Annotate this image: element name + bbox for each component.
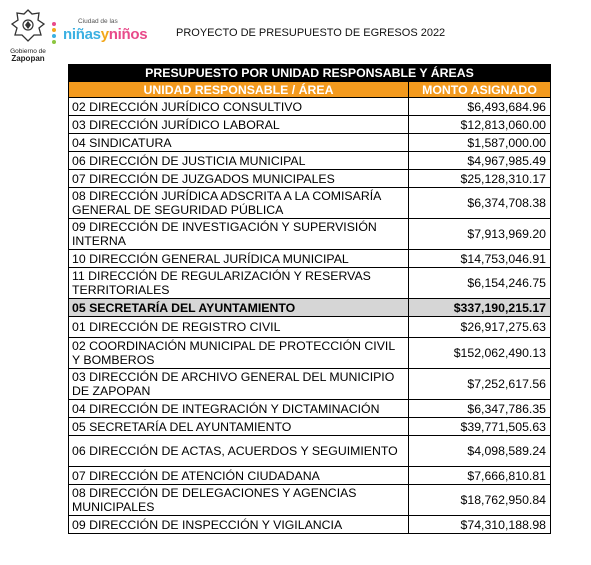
amount: $6,154,246.75: [409, 268, 551, 299]
amount: $6,347,786.35: [409, 400, 551, 418]
unit-name: 06 DIRECCIÓN DE JUSTICIA MUNICIPAL: [69, 152, 409, 170]
unit-name: 09 DIRECCIÓN DE INSPECCIÓN Y VIGILANCIA: [69, 516, 409, 534]
table-row: [69, 134, 551, 152]
unit-name: 05 SECRETARÍA DEL AYUNTAMIENTO: [69, 299, 409, 317]
unit-name: 08 DIRECCIÓN JURÍDICA ADSCRITA A LA COMISARÍA GENERAL DE SEGURIDAD PÚBLICA: [69, 188, 409, 219]
table-row: [69, 436, 551, 467]
brand-subtitle: Ciudad de las: [78, 18, 118, 25]
table-row: [69, 98, 551, 116]
table-row: [69, 188, 551, 219]
unit-name: 08 DIRECCIÓN DE DELEGACIONES Y AGENCIAS MUNICIPALES: [69, 485, 409, 516]
brand-dots-icon: [52, 22, 56, 46]
table-row: [69, 400, 551, 418]
table-row: [69, 250, 551, 268]
table-row: [69, 369, 551, 400]
amount: $74,310,188.98: [409, 516, 551, 534]
table-row: [69, 116, 551, 134]
amount: $7,666,810.81: [409, 467, 551, 485]
unit-name: 06 DIRECCIÓN DE ACTAS, ACUERDOS Y SEGUIMIENTO: [69, 436, 409, 467]
amount: $4,967,985.49: [409, 152, 551, 170]
table-row: [69, 418, 551, 436]
unit-name: 01 DIRECCIÓN DE REGISTRO CIVIL: [69, 317, 409, 338]
table-row: [69, 467, 551, 485]
logo-caption: Gobierno de Zapopan: [10, 48, 46, 63]
table-row: [69, 170, 551, 188]
unit-name: 07 DIRECCIÓN DE JUZGADOS MUNICIPALES: [69, 170, 409, 188]
amount: $14,753,046.91: [409, 250, 551, 268]
table-row: [69, 516, 551, 534]
unit-name: 03 DIRECCIÓN JURÍDICO LABORAL: [69, 116, 409, 134]
brand-title: niñasyniños: [63, 26, 148, 43]
table-row: [69, 219, 551, 250]
table-row: [69, 338, 551, 369]
table-row: [69, 485, 551, 516]
table-row-subtotal: [69, 299, 551, 317]
unit-name: 02 DIRECCIÓN JURÍDICO CONSULTIVO: [69, 98, 409, 116]
table-title: PRESUPUESTO POR UNIDAD RESPONSABLE Y ÁREAS: [69, 65, 551, 82]
column-header-amount: MONTO ASIGNADO: [409, 82, 551, 98]
amount: $4,098,589.24: [409, 436, 551, 467]
unit-name: 05 SECRETARÍA DEL AYUNTAMIENTO: [69, 418, 409, 436]
amount: $39,771,505.63: [409, 418, 551, 436]
column-header-unit: UNIDAD RESPONSABLE / ÁREA: [69, 82, 409, 98]
project-title: PROYECTO DE PRESUPUESTO DE EGRESOS 2022: [176, 27, 446, 39]
amount: $7,913,969.20: [409, 219, 551, 250]
budget-table: [68, 64, 551, 534]
amount: $1,587,000.00: [409, 134, 551, 152]
unit-name: 07 DIRECCIÓN DE ATENCIÓN CIUDADANA: [69, 467, 409, 485]
unit-name: 04 DIRECCIÓN DE INTEGRACIÓN Y DICTAMINACIÓN: [69, 400, 409, 418]
unit-name: 09 DIRECCIÓN DE INVESTIGACIÓN Y SUPERVISIÓN INTERNA: [69, 219, 409, 250]
amount: $6,374,708.38: [409, 188, 551, 219]
unit-name: 04 SINDICATURA: [69, 134, 409, 152]
amount: $152,062,490.13: [409, 338, 551, 369]
amount: $18,762,950.84: [409, 485, 551, 516]
amount: $337,190,215.17: [409, 299, 551, 317]
amount: $26,917,275.63: [409, 317, 551, 338]
table-row: [69, 268, 551, 299]
amount: $6,493,684.96: [409, 98, 551, 116]
table-row: [69, 152, 551, 170]
table-row: [69, 317, 551, 338]
amount: $12,813,060.00: [409, 116, 551, 134]
amount: $25,128,310.17: [409, 170, 551, 188]
unit-name: 11 DIRECCIÓN DE REGULARIZACIÓN Y RESERVAS TERRITORIALES: [69, 268, 409, 299]
unit-name: 03 DIRECCIÓN DE ARCHIVO GENERAL DEL MUNICIPIO DE ZAPOPAN: [69, 369, 409, 400]
amount: $7,252,617.56: [409, 369, 551, 400]
unit-name: 02 COORDINACIÓN MUNICIPAL DE PROTECCIÓN CIVIL Y BOMBEROS: [69, 338, 409, 369]
unit-name: 10 DIRECCIÓN GENERAL JURÍDICA MUNICIPAL: [69, 250, 409, 268]
